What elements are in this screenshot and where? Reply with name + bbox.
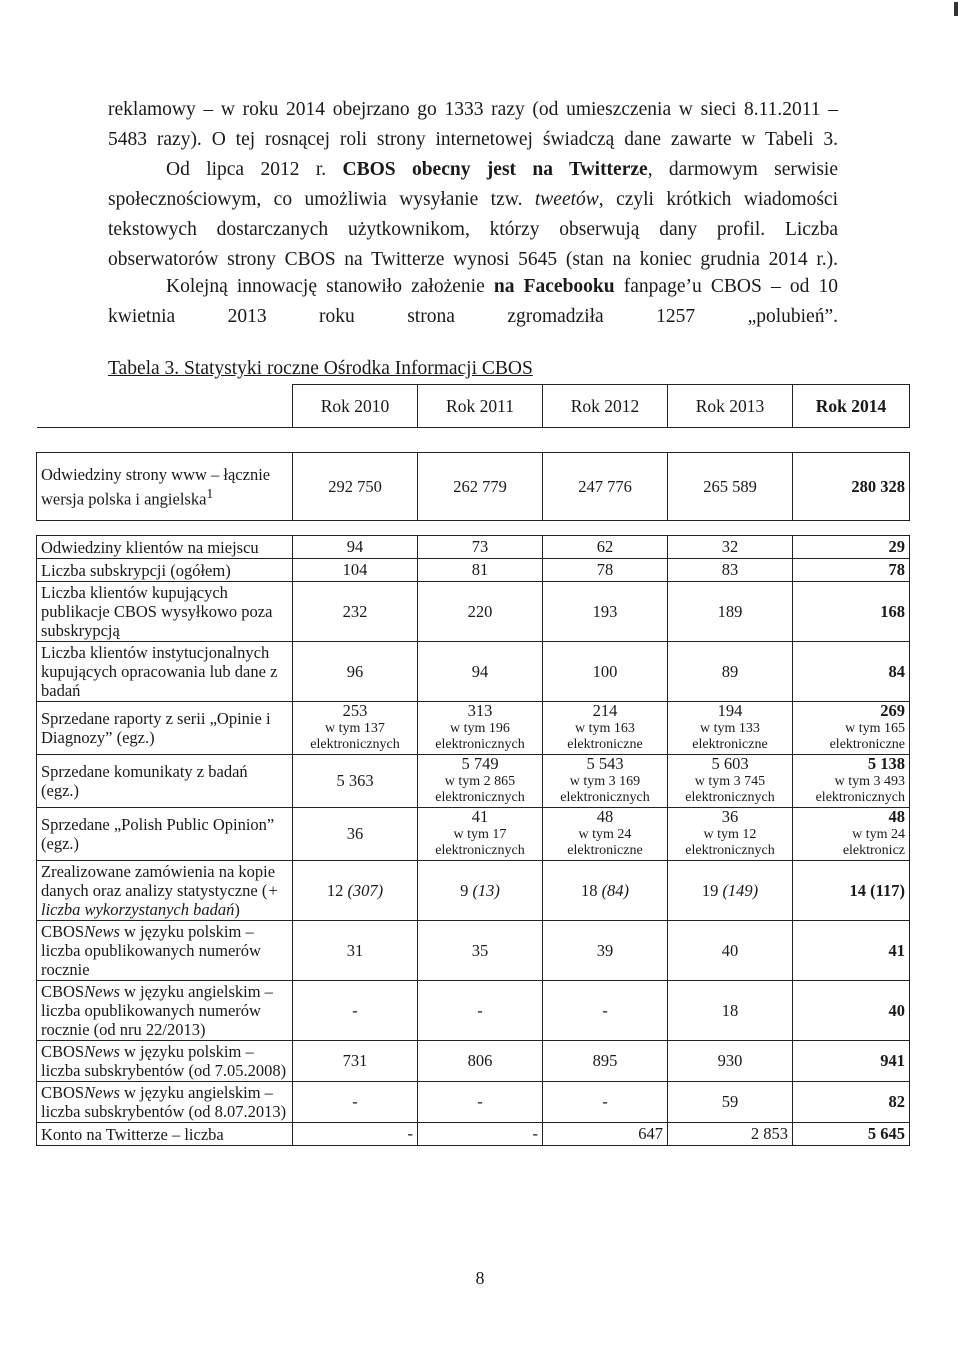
- page-number: 8: [475, 1268, 485, 1288]
- cell-detail: elektroniczne: [567, 737, 643, 752]
- table-cell: 18: [668, 981, 793, 1041]
- cell-detail: elektronicznych: [560, 790, 650, 805]
- header-2014: Rok 2014: [793, 385, 910, 428]
- table-cell: 89: [668, 642, 793, 702]
- table-cell: 100: [543, 642, 668, 702]
- table-cell: [418, 755, 543, 808]
- cell-value: 214: [592, 701, 618, 720]
- table-row: [37, 1123, 910, 1146]
- cell-detail: w tym 24: [578, 827, 632, 842]
- table-cell: 647: [543, 1123, 668, 1146]
- table-row: [37, 808, 910, 861]
- cell-value: 19: [701, 880, 719, 900]
- table-cell-2014: 14 (117): [793, 861, 910, 921]
- cell-detail: w tym 3 169: [569, 774, 641, 789]
- cell-value: 5 603: [711, 754, 749, 773]
- row-label: Sprzedane „Polish Public Opinion” (egz.): [37, 808, 293, 861]
- table-row: [37, 1082, 910, 1123]
- table-row: [37, 702, 910, 755]
- cell-detail: elektroniczne: [829, 737, 905, 752]
- header-2013: Rok 2013: [668, 385, 793, 428]
- table-cell-2014: 41: [793, 921, 910, 981]
- table-cell-2014: [793, 808, 910, 861]
- twitter-text-3: , czyli krótkich wiadomości tekstowych dostarczanych użytkownikom, którzy obserwują dany profil. Liczba obserwatorów strony CBOS na Twitterze wynosi 5645 (stan na koniec grudnia 2014 r.).: [108, 189, 838, 270]
- cell-value: 48: [888, 807, 905, 826]
- cell-detail: elektronicznych: [435, 790, 525, 805]
- cell-value: 5 749: [461, 754, 499, 773]
- table-cell: 232: [293, 582, 418, 642]
- cell-detail: w tym 165: [845, 721, 905, 736]
- table-cell: [668, 808, 793, 861]
- table-cell: -: [293, 981, 418, 1041]
- table-cell: 731: [293, 1041, 418, 1082]
- row-label: [37, 981, 293, 1041]
- row-label: [37, 453, 293, 521]
- table-cell-2014: 82: [793, 1082, 910, 1123]
- table-cell: 189: [668, 582, 793, 642]
- facebook-text-2: fanpage’u CBOS – od 10 kwietnia 2013 roku strona zgromadziła 1257 „polubień”.: [108, 276, 838, 327]
- row-label: [37, 921, 293, 981]
- cell-detail: w tym 163: [575, 721, 635, 736]
- cell-value: 48: [596, 807, 614, 826]
- cell-value: 41: [471, 807, 489, 826]
- table-cell: 895: [543, 1041, 668, 1082]
- cell-detail: elektronicznych: [685, 790, 775, 805]
- row-label-text: CBOS: [41, 1042, 85, 1061]
- table-cell: 31: [293, 921, 418, 981]
- table-cell: 930: [668, 1041, 793, 1082]
- table-cell: -: [293, 1082, 418, 1123]
- row-label-text: w języku angielskim – liczba subskrybentów (od 8.07.2013): [41, 1083, 287, 1121]
- row-label-italic: News: [84, 922, 120, 941]
- table-cell: [293, 861, 418, 921]
- row-label-text: CBOS: [41, 922, 85, 941]
- row-label: Konto na Twitterze – liczba: [37, 1123, 293, 1146]
- table-row: [37, 1041, 910, 1082]
- cell-detail: elektronicznych: [310, 737, 400, 752]
- cell-detail: w tym 196: [450, 721, 510, 736]
- cell-detail: w tym 137: [325, 721, 385, 736]
- table-cell-2014: 40: [793, 981, 910, 1041]
- cell-value: 5 543: [586, 754, 624, 773]
- cell-detail: elektroniczne: [567, 843, 643, 858]
- header-row: [37, 385, 910, 428]
- twitter-text-1: Od lipca 2012 r.: [166, 159, 343, 180]
- row-label-text: ): [234, 900, 240, 919]
- table-row: [37, 559, 910, 582]
- row-label: [37, 1041, 293, 1082]
- table-caption: Tabela 3. Statystyki roczne Ośrodka Informacji CBOS: [108, 358, 533, 379]
- table-cell: [418, 808, 543, 861]
- row-label: [37, 1082, 293, 1123]
- table-cell: 35: [418, 921, 543, 981]
- cell-detail: (307): [347, 880, 384, 900]
- table-cell: [418, 702, 543, 755]
- cell-value: 194: [717, 701, 743, 720]
- row-label-text: w języku angielskim – liczba opublikowanych numerów rocznie (od nru 22/2013): [41, 982, 273, 1039]
- twitter-text-2: , darmowym serwisie społecznościowym, co umożliwia wysyłanie tzw.: [108, 159, 839, 210]
- row-label: Sprzedane raporty z serii „Opinie i Diagnozy” (egz.): [37, 702, 293, 755]
- table-cell: 32: [668, 536, 793, 559]
- table-cell: [543, 755, 668, 808]
- row-label-text: w języku polskim – liczba subskrybentów (od 7.05.2008): [41, 1042, 287, 1080]
- cell-detail: elektronicznych: [815, 790, 905, 805]
- cell-detail: (84): [601, 880, 630, 900]
- cell-detail: elektronicznych: [685, 843, 775, 858]
- row-label-italic: News: [84, 1083, 120, 1102]
- table-cell: -: [418, 981, 543, 1041]
- table-cell: 40: [668, 921, 793, 981]
- table-cell: [293, 702, 418, 755]
- table-cell-2014: 5 645: [793, 1123, 910, 1146]
- row-label: Odwiedziny klientów na miejscu: [37, 536, 293, 559]
- table-cell: 2 853: [668, 1123, 793, 1146]
- table-cell: -: [543, 1082, 668, 1123]
- table-cell: -: [293, 1123, 418, 1146]
- cell-detail: w tym 3 745: [694, 774, 766, 789]
- table-row: [37, 453, 910, 521]
- table-cell: -: [543, 981, 668, 1041]
- table-row: [37, 642, 910, 702]
- row-label: Liczba klientów instytucjonalnych kupujących opracowania lub dane z badań: [37, 642, 293, 702]
- cell-value: 269: [880, 701, 905, 720]
- cell-value: 18: [580, 880, 598, 900]
- row-label: Liczba subskrypcji (ogółem): [37, 559, 293, 582]
- table-cell: [543, 861, 668, 921]
- row-label-italic: News: [84, 982, 120, 1001]
- table-cell-2014: [793, 755, 910, 808]
- row-label-text: CBOS: [41, 1083, 85, 1102]
- paragraph-twitter: [108, 155, 838, 275]
- twitter-text-bold: CBOS obecny jest na Twitterze: [342, 159, 648, 180]
- table-cell-2014: 29: [793, 536, 910, 559]
- table-cell: 94: [418, 642, 543, 702]
- table-cell: [668, 702, 793, 755]
- table-cell-2014: 168: [793, 582, 910, 642]
- header-2011: Rok 2011: [418, 385, 543, 428]
- table-cell: 5 363: [293, 755, 418, 808]
- table-cell: 62: [543, 536, 668, 559]
- table-cell: 81: [418, 559, 543, 582]
- cell-detail: w tym 133: [700, 721, 760, 736]
- table-cell-2014: 280 328: [793, 453, 910, 521]
- table-cell-2014: [793, 702, 910, 755]
- table-cell: 104: [293, 559, 418, 582]
- table-cell: 220: [418, 582, 543, 642]
- scan-mark: [954, 2, 958, 16]
- row-label-text: Zrealizowane zamówienia na kopie danych oraz analizy statystyczne (: [41, 862, 276, 900]
- table-cell: 73: [418, 536, 543, 559]
- table-cell: [668, 861, 793, 921]
- table-cell: 262 779: [418, 453, 543, 521]
- table-row: [37, 536, 910, 559]
- statistics-table: [36, 384, 910, 1146]
- row-label: Sprzedane komunikaty z badań (egz.): [37, 755, 293, 808]
- table-cell: 59: [668, 1082, 793, 1123]
- row-label: Liczba klientów kupujących publikacje CBOS wysyłkowo poza subskrypcją: [37, 582, 293, 642]
- table-cell: [668, 755, 793, 808]
- table-cell-2014: 84: [793, 642, 910, 702]
- cell-detail: w tym 3 493: [834, 774, 905, 789]
- paragraph-facebook: [108, 272, 838, 332]
- cell-detail: w tym 12: [703, 827, 757, 842]
- row-label-text: CBOS: [41, 982, 85, 1001]
- table-row: [37, 582, 910, 642]
- table-cell: 83: [668, 559, 793, 582]
- table-cell: 247 776: [543, 453, 668, 521]
- table-cell: [543, 808, 668, 861]
- row-label: [37, 861, 293, 921]
- table-cell: -: [418, 1082, 543, 1123]
- spacer-row: [37, 428, 910, 453]
- cell-detail: elektronicznych: [435, 843, 525, 858]
- table-cell-2014: 78: [793, 559, 910, 582]
- table-cell: 806: [418, 1041, 543, 1082]
- table-cell: 96: [293, 642, 418, 702]
- cell-detail: w tym 24: [852, 827, 905, 842]
- cell-value: 36: [721, 807, 739, 826]
- cell-value: 9: [460, 880, 469, 900]
- table-row: [37, 981, 910, 1041]
- cell-detail: w tym 17: [453, 827, 507, 842]
- cell-value: 253: [342, 701, 368, 720]
- cell-detail: (149): [722, 880, 759, 900]
- table-cell: [543, 702, 668, 755]
- table-row: [37, 921, 910, 981]
- footnote-marker: 1: [206, 485, 214, 501]
- facebook-text-1: Kolejną innowację stanowiło założenie: [166, 276, 494, 297]
- row-label-text: Odwiedziny strony www – łącznie wersja polska i angielska: [41, 464, 271, 509]
- table-cell: -: [418, 1123, 543, 1146]
- cell-detail: elektronicz: [842, 843, 905, 858]
- table-cell-2014: 941: [793, 1041, 910, 1082]
- cell-value: 5 138: [867, 754, 905, 773]
- cell-detail: (13): [472, 880, 500, 900]
- cell-detail: elektroniczne: [692, 737, 768, 752]
- table-row: [37, 755, 910, 808]
- header-empty-cell: [37, 385, 293, 428]
- header-2010: Rok 2010: [293, 385, 418, 428]
- table-cell: 94: [293, 536, 418, 559]
- table-cell: 292 750: [293, 453, 418, 521]
- twitter-text-italic: tweetów: [534, 189, 599, 210]
- table-row: [37, 861, 910, 921]
- table-cell: 39: [543, 921, 668, 981]
- cell-detail: w tym 2 865: [444, 774, 516, 789]
- cell-value: 313: [467, 701, 493, 720]
- table-cell: 78: [543, 559, 668, 582]
- paragraph-website: [108, 95, 838, 155]
- paragraph-website-text: reklamowy – w roku 2014 obejrzano go 1333 razy (od umieszczenia w sieci 8.11.2011 – 5483 razy). O tej rosnącej roli strony internetowej świadczą dane zawarte w Tabeli 3.: [108, 99, 838, 150]
- row-label-italic: + liczba wykorzystanych badań: [41, 881, 279, 919]
- row-label-italic: News: [84, 1042, 120, 1061]
- table-cell: 36: [293, 808, 418, 861]
- table-cell: [418, 861, 543, 921]
- cell-detail: elektronicznych: [435, 737, 525, 752]
- row-label-text: w języku polskim – liczba opublikowanych numerów rocznie: [41, 922, 261, 979]
- facebook-text-bold: na Facebooku: [493, 276, 615, 297]
- spacer-row: [37, 521, 910, 536]
- cell-value: 12: [326, 880, 344, 900]
- table-cell: 193: [543, 582, 668, 642]
- table-cell: 265 589: [668, 453, 793, 521]
- header-2012: Rok 2012: [543, 385, 668, 428]
